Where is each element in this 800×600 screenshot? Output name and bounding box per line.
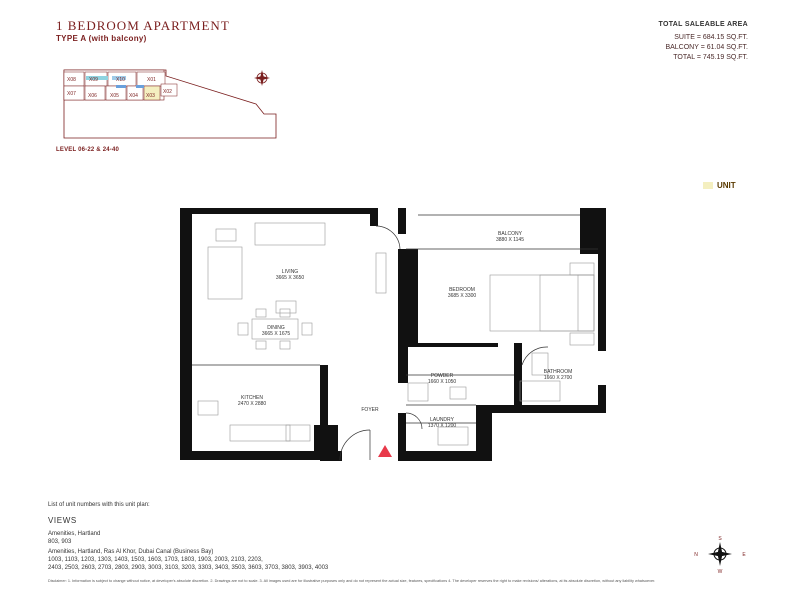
page-title: 1 BEDROOM APARTMENT [56, 18, 230, 33]
view-group-name: Amenities, Hartland [48, 531, 101, 537]
walls [180, 208, 606, 461]
room-powder: POWDER [430, 373, 454, 379]
unit-label-x10: X10 [116, 77, 125, 83]
legend-swatch [703, 182, 713, 189]
unit-label-x06: X06 [88, 93, 97, 99]
view-group-2 [48, 548, 328, 572]
area-suite: SUITE = 684.15 SQ.FT. [674, 34, 748, 41]
unit-label-x02: X02 [163, 89, 172, 95]
room-kitchen: KITCHEN [241, 395, 263, 401]
disclaimer: Disclaimer: 1. Information is subject to change without notice, at developer's absolute discretion. 2. Drawings are not to scale. 3. All images used are for illustrative purposes only and do not represent the actual size, features, specifications 4. The developer reserves the right to make revisions/ alterations, at its absolute discretion, without any liability whatsoever. [48, 579, 656, 583]
room-balcony: BALCONY [498, 231, 522, 237]
room-living-dim: 3665 X 3650 [275, 275, 305, 281]
compass-s: S [718, 536, 722, 542]
room-bedroom-dim: 3685 X 3300 [447, 293, 477, 299]
unit-label-x04: X04 [129, 93, 138, 99]
keyplan-compass-icon [254, 70, 270, 86]
area-balcony: BALCONY = 61.04 SQ.FT. [665, 44, 748, 51]
unit-label-x09: X09 [89, 77, 98, 83]
unit-label-x03: X03 [146, 93, 155, 99]
area-summary [659, 20, 748, 63]
room-dining: DINING [267, 325, 285, 331]
room-foyer: FOYER [361, 407, 379, 413]
entry-arrow-icon [378, 445, 392, 457]
room-bathroom-dim: 1660 X 2700 [543, 375, 573, 381]
view-group-1 [48, 530, 100, 546]
area-total: TOTAL = 745.19 SQ.FT. [673, 54, 748, 61]
compass-w: W [717, 569, 723, 575]
view-group-name: Amenities, Hartland, Ras Al Khor, Dubai Canal (Business Bay) [48, 549, 214, 555]
accent-strip [136, 85, 144, 88]
level-label: LEVEL 06-22 & 24-40 [56, 147, 120, 153]
view-group-units: 803, 903 [48, 539, 72, 545]
area-heading: TOTAL SALEABLE AREA [658, 21, 748, 28]
unit-list-note: List of unit numbers with this unit plan: [48, 502, 150, 508]
room-laundry-dim: 1370 X 1200 [427, 423, 457, 429]
room-balcony-dim: 3880 X 1145 [496, 237, 524, 243]
compass-n: N [694, 552, 698, 558]
accent-strip [116, 85, 126, 88]
views-heading: VIEWS [48, 516, 77, 525]
bed [490, 275, 594, 331]
unit-label-x01: X01 [147, 77, 156, 83]
floor-plan [180, 205, 620, 480]
view-group-units: 1003, 1103, 1203, 1303, 1403, 1503, 1603, 1703, 1803, 1903, 2003, 2103, 2203, [48, 557, 263, 563]
compass-rose-icon [690, 536, 750, 576]
armchair [208, 247, 242, 299]
unit-label-x05: X05 [110, 93, 119, 99]
legend-label: UNIT [717, 181, 736, 190]
unit-label-x08: X08 [67, 77, 76, 83]
room-powder-dim: 1660 X 1050 [427, 379, 457, 385]
unit-label-x07: X07 [67, 91, 76, 97]
room-dining-dim: 3665 X 1675 [261, 331, 291, 337]
compass-e: E [742, 552, 746, 558]
legend [703, 181, 736, 190]
room-laundry: LAUNDRY [430, 417, 454, 423]
room-kitchen-dim: 2470 X 2880 [237, 401, 267, 407]
room-bathroom: BATHROOM [543, 369, 573, 375]
unit-type: TYPE A (with balcony) [56, 34, 147, 43]
view-group-units: 2403, 2503, 2603, 2703, 2803, 2903, 3003, 3103, 3203, 3303, 3403, 3503, 3603, 3703, 3803, 3903, 4003 [48, 565, 329, 571]
key-plan [60, 66, 290, 144]
sofa [255, 223, 325, 245]
room-living: LIVING [281, 269, 299, 275]
room-bedroom: BEDROOM [449, 287, 475, 293]
